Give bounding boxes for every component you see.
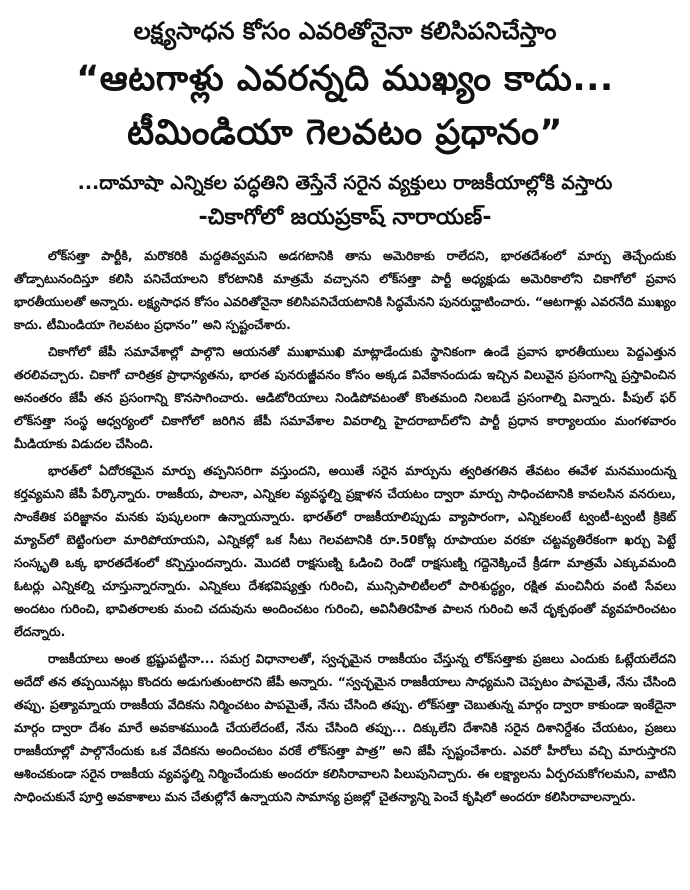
article-paragraph: చికాగోలో జేపీ సమావేశాల్లో పాల్గొని ఆయనతో ముఖాముఖి మాట్లాడేందుకు స్థానికంగా ఉండే ప్రవాస భారతీయులు పెద్దఎత్తున తరలివచ్చారు. చికాగో చారిత్రక ప్రాధాన్యతను, భారత పునరుజ్జీవనం కోసం అక్కడ వివేకానందుడు ఇచ్చిన విలువైన ప్రసంగాన్ని ప్రస్తావించిన అనంతరం జేపీ తన ప్రసంగాన్ని కొనసాగించారు. ఆడిటోరియాలు నిండిపోవటంతో కొంతమంది నిలబడే ప్రసంగాల్ని విన్నారు. పీపుల్ ఫర్ లోక్‌సత్తా సంస్థ ఆధ్వర్యంలో చికాగోలో జరిగిన జేపీ సమావేశాల వివరాల్ని హైదరాబాద్‌లోని పార్టీ ప్రధాన కార్యాలయం మంగళవారం మీడియాకు విడుదల చేసింది.: [14, 344, 676, 451]
article-paragraph: భారత్‌లో ఏదోరకమైన మార్పు తప్పనిసరిగా వస్తుందని, అయితే సరైన మార్పును త్వరితగతిన తేవటం ఈవేళ మనముందున్న కర్తవ్యమని జేపీ పేర్కొన్నారు. రాజకీయ, పాలనా, ఎన్నికల వ్యవస్థల్ని ప్రక్షాళన చేయటం ద్వారా మార్పు సాధించటానికి కావలసిన వనరులు, సాంకేతిక పరిజ్ఞానం మనకు పుష్కలంగా ఉన్నాయన్నారు. భారత్‌లో రాజకీయాలిప్పుడు వ్యాపారంగా, ఎన్నికలంటే ట్వంటీ-ట్వంటీ క్రికెట్ మ్యాచ్‌లో బెట్టింగులా మారిపోయాయని, ఎన్నికల్లో ఒక సీటు గెలవటానికి రూ.50కోట్ల రూపాయల వరకూ చట్టవ్యతిరేకంగా ఖర్చు పెట్టే సంస్కృతి ఒక్క భారతదేశంలో కన్పిస్తుందన్నారు. మొదటి రాక్షసుణ్ని ఓడించి రెండో రాక్షసుణ్ని గద్దెనెక్కించే క్రీడగా మాత్రమే ఎక్కువమంది ఓటర్లు ఎన్నికల్ని చూస్తున్నారన్నారు. ఎన్నికలు దేశభవిష్యత్తు గురించి, మున్సిపాలిటీలలో పారిశుద్ధ్యం, రక్షిత మంచినీరు వంటి సేవలు అందటం గురించి, భావితరాలకు మంచి చదువును అందించటం గురించి, అవినీతిరహిత పాలన గురించి అనే దృక్పథంతో వ్యవహరించటం లేదన్నారు.: [14, 463, 676, 639]
article-body: [14, 244, 676, 808]
article-paragraph: రాజకీయాలు అంత భ్రష్టుపట్టినా... సమగ్ర విధానాలతో, స్వచ్ఛమైన రాజకీయం చేస్తున్న లోక్‌సత్తాకు ప్రజలు ఎందుకు ఓట్లేయలేదని అదేదో తన తప్పయినట్లు కొందరు అడుగుతుంటారని జేపీ అన్నారు. “స్వచ్ఛమైన రాజకీయాలు సాధ్యమని చెప్పటం పాపమైతే, నేను చేసింది తప్పు. ప్రత్యామ్నాయ రాజకీయ వేదికను నిర్మించటం పాపమైతే, నేను చేసింది తప్పు. లోక్‌సత్తా చెబుతున్న మార్గం ద్వారా కాకుండా ఇంకేదైనా మార్గం ద్వారా దేశం మారే అవకాశముండి చేయలేదంటే, నేను చేసింది తప్పు... దిక్కులేని దేశానికి సరైన దిశానిర్దేశం చేయటం, ప్రజలు రాజకీయాల్లో పాల్గొనేందుకు ఒక వేదికను అందించటం వరకే లోక్‌సత్తా పాత్ర” అని జేపీ స్పష్టంచేశారు. ఎవరో హీరోలు వచ్చి మారుస్తారని ఆశించకుండా సరైన రాజకీయ వ్యవస్థల్ని నిర్మించేందుకు అందరూ కలిసిరావాలని పిలుపునిచ్చారు. ఈ లక్ష్యాలను ఏర్పరచుకోగలమని, వాటిని సాధించుకునే పూర్తి అవకాశాలు మన చేతుల్లోనే ఉన్నాయని సామాన్య ప్రజల్లో చైతన్యాన్ని పెంచే కృషిలో అందరూ కలిసిరావాలన్నారు.: [14, 651, 676, 804]
article-kicker: లక్ష్యసాధన కోసం ఎవరితోనైనా కలిసిపనిచేస్తాం: [133, 17, 557, 45]
article-headline-line-1: “ఆటగాళ్లు ఎవరన్నది ముఖ్యం కాదు...: [76, 59, 614, 99]
article-byline: -చికాగోలో జయప్రకాష్ నారాయణ్-: [198, 205, 492, 230]
article-headline-line-2: టీమిండియా గెలవటం ప్రధానం”: [127, 113, 563, 153]
article-subhead: ...దామాషా ఎన్నికల పద్ధతిని తెస్తేనే సరైన వ్యక్తులు రాజకీయాల్లోకి వస్తారు: [77, 172, 613, 194]
article-paragraph: లోక్‌సత్తా పార్టీకి, మరొకరికి మద్దతివ్వమని అడగటానికి తాను అమెరికాకు రాలేదని, భారతదేశంలో మార్పు తెచ్చేందుకు తోడ్పాటునందిస్తూ కలిసి పనిచేయాలని కోరటానికి మాత్రమే వచ్చానని లోక్‌సత్తా పార్టీ అధ్యక్షుడు అమెరికాలోని చికాగోలో ప్రవాస భారతీయులతో అన్నారు. లక్ష్యసాధన కోసం ఎవరితోనైనా కలిసిపనిచేయటానికి సిద్ధమేనని పునరుద్ఘాటించారు. “ఆటగాళ్లు ఎవరనేది ముఖ్యం కాదు. టీమిండియా గెలవటం ప్రధానం” అని స్పష్టంచేశారు.: [14, 248, 676, 332]
